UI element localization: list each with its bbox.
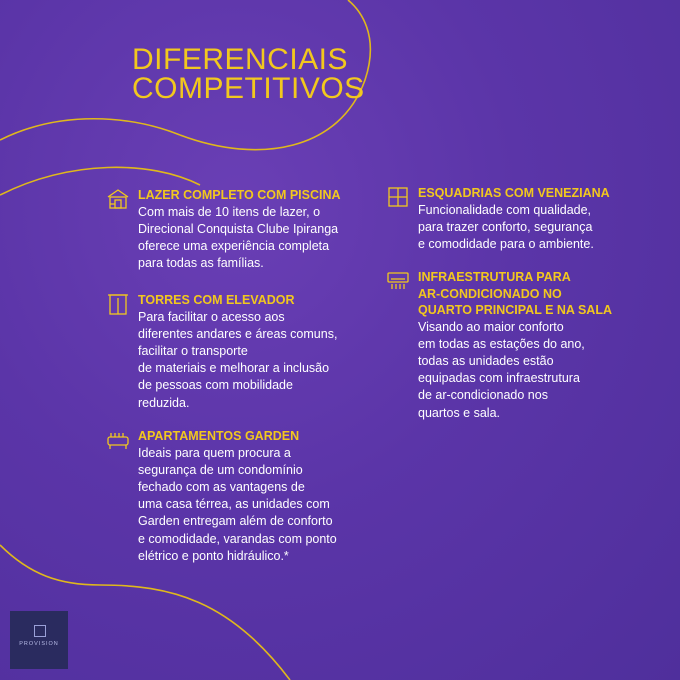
feature-body: Para facilitar o acesso aos diferentes andares e áreas comuns, facilitar o transporte de materiais e melhorar a inclusão de pessoas com mobilidade reduzida.	[138, 309, 338, 410]
title-line-1: DIFERENCIAIS	[132, 43, 349, 76]
logo-mark-icon	[34, 625, 46, 637]
title-line-2: COMPETITIVOS	[132, 72, 365, 105]
garden-icon	[106, 428, 130, 452]
provision-logo	[10, 611, 68, 669]
feature-lazer	[106, 187, 356, 272]
feature-torres	[106, 292, 356, 412]
feature-garden	[106, 428, 356, 565]
window-icon	[386, 185, 410, 209]
feature-title: INFRAESTRUTURA PARA AR-CONDICIONADO NO QUARTO PRINCIPAL E NA SALA	[418, 270, 612, 317]
feature-title: ESQUADRIAS COM VENEZIANA	[418, 186, 610, 200]
elevator-door-icon	[106, 292, 130, 316]
feature-title: LAZER COMPLETO COM PISCINA	[138, 188, 341, 202]
feature-ar-condicionado	[386, 269, 626, 422]
house-icon	[106, 187, 130, 211]
page-title	[132, 45, 365, 103]
feature-body: Ideais para quem procura a segurança de um condomínio fechado com as vantagens de uma casa térrea, as unidades com Garden entregam além de conforto e comodidade, varandas com ponto elétrico e ponto hidráulico.*	[138, 445, 337, 563]
logo-name: PROVISION	[19, 641, 59, 647]
feature-title: TORRES COM ELEVADOR	[138, 293, 295, 307]
feature-body: Com mais de 10 itens de lazer, o Direcional Conquista Clube Ipiranga oferece uma experiência completa para todas as famílias.	[138, 204, 339, 271]
feature-esquadrias	[386, 185, 626, 253]
feature-body: Visando ao maior conforto em todas as estações do ano, todas as unidades estão equipadas com infraestrutura de ar-condicionado nos quartos e sala.	[418, 319, 585, 420]
air-conditioner-icon	[386, 269, 410, 293]
feature-title: APARTAMENTOS GARDEN	[138, 429, 300, 443]
feature-body: Funcionalidade com qualidade, para trazer conforto, segurança e comodidade para o ambiente.	[418, 202, 594, 251]
